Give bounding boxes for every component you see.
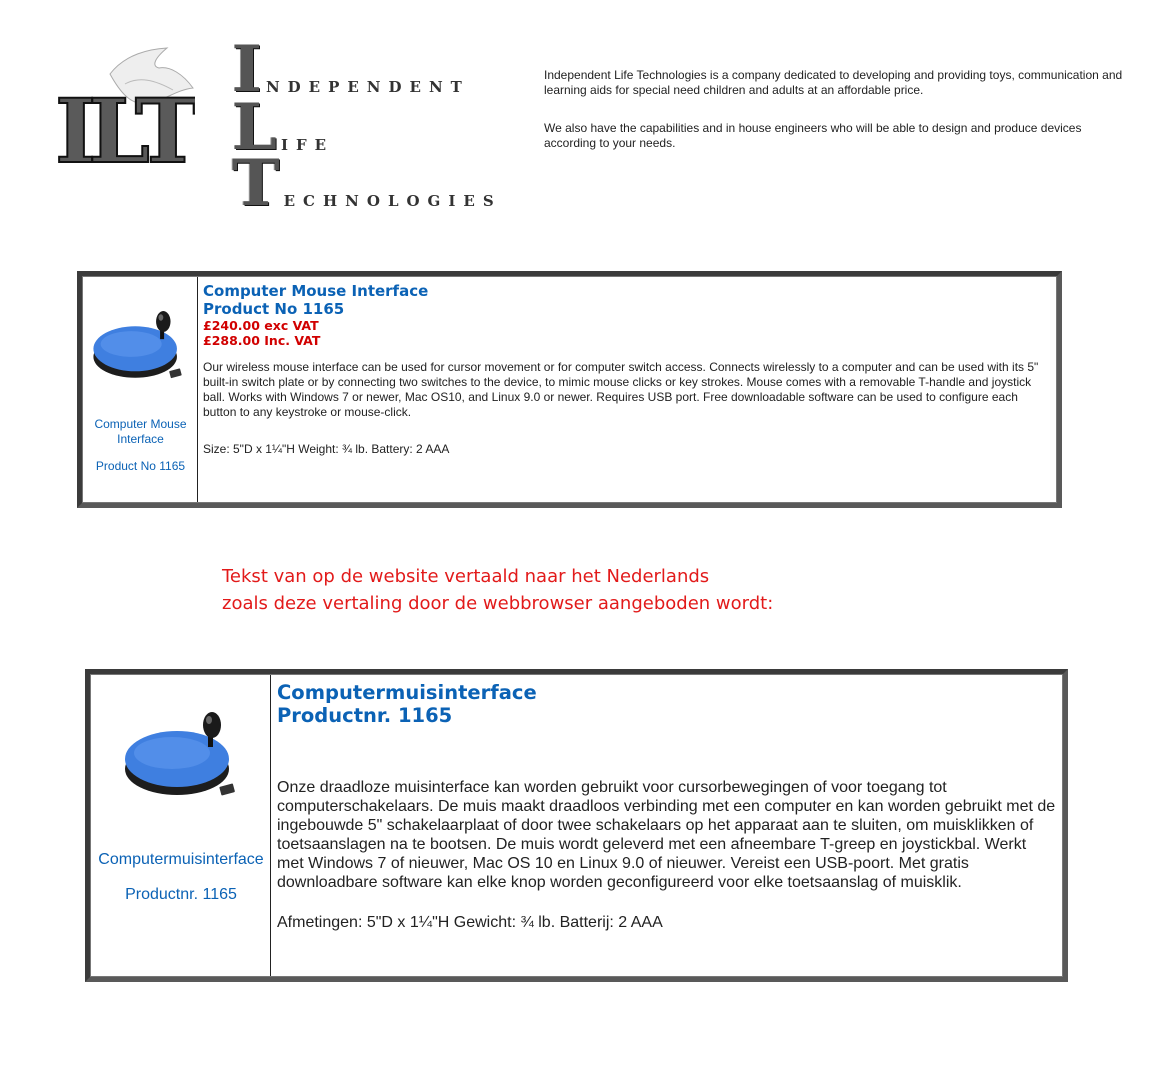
product-title: Computer Mouse Interface <box>203 282 429 300</box>
product-details-cell <box>198 277 1056 502</box>
mouse-interface-image[interactable] <box>122 707 244 809</box>
thumbnail-caption-name[interactable]: Computer Mouse Interface <box>94 417 187 446</box>
translation-note <box>222 563 773 617</box>
ilt-logo-mark <box>55 44 195 169</box>
product-card-english <box>77 271 1062 508</box>
wordmark-initial: L <box>232 90 277 165</box>
product-card-dutch <box>85 669 1068 982</box>
product-description: Our wireless mouse interface can be used for cursor movement or for computer switch access. Connects wirelessly to a computer and can be used with its 5" built-in switch plate or by connecting two switches to the device, to mimic mouse clicks or key strokes. Mouse comes with a removable T-handle and joystick ball. Works with Windows 7 or newer, Mac OS10, and Linux 9.0 or newer. Requires USB port. Free downloadable software can be used to configure each button to any keystroke or mouse-click. <box>203 360 1039 419</box>
intro-paragraph-2: We also have the capabilities and in house engineers who will be able to design and produce devices according to your needs. <box>544 121 1082 150</box>
wordmark-rest: IFE <box>281 136 335 154</box>
logo-letters: ILT <box>55 79 193 169</box>
product-size: Afmetingen: 5"D x 1¼"H Gewicht: ¾ lb. Batterij: 2 AAA <box>277 914 663 931</box>
company-wordmark <box>232 32 502 221</box>
product-thumbnail-cell <box>91 675 271 976</box>
mouse-interface-image[interactable] <box>91 307 189 389</box>
wordmark-rest: NDEPENDENT <box>265 78 470 96</box>
product-number: Product No 1165 <box>203 300 345 318</box>
wordmark-initial: T <box>232 146 280 221</box>
price-inc-vat: £288.00 Inc. VAT <box>203 333 321 348</box>
product-details-cell <box>271 675 1062 976</box>
translation-note-line-2: zoals deze vertaling door de webbrowser aangeboden wordt: <box>222 593 774 614</box>
product-title: Computermuisinterface <box>277 681 537 704</box>
wordmark-rest: ECHNOLOGIES <box>283 192 502 210</box>
thumbnail-caption-number[interactable]: Product No 1165 <box>95 459 186 473</box>
thumbnail-caption-name[interactable]: Computermuisinterface <box>98 851 264 868</box>
product-thumbnail-cell <box>83 277 198 502</box>
price-ex-vat: £240.00 exc VAT <box>203 318 319 333</box>
intro-paragraph-1: Independent Life Technologies is a company dedicated to developing and providing toys, communication and learning aids for special need children and adults at an affordable price. <box>544 68 1123 97</box>
thumbnail-caption-number[interactable]: Productnr. 1165 <box>125 886 237 903</box>
product-description: Onze draadloze muisinterface kan worden gebruikt voor cursorbewegingen of voor toegang tot computerschakelaars. De muis maakt draadloos verbinding met een computer en kan worden gebruikt met de ingebouwde 5" schakelaarplaat of door twee schakelaars op het apparaat aan te sluiten, om muisklikken of toetsaanslagen na te bootsen. De muis wordt geleverd met een afneembare T-greep en joystickbal. Werkt met Windows 7 of nieuwer, Mac OS 10 en Linux 9.0 of nieuwer. Vereist een USB-poort. Met gratis downloadbare software kan elke knop worden geconfigureerd voor elke toetsaanslag of muisklik. <box>277 779 1056 891</box>
product-number: Productnr. 1165 <box>277 704 453 727</box>
wordmark-initial: I <box>232 32 262 107</box>
company-intro <box>544 68 1134 174</box>
product-size: Size: 5"D x 1¼"H Weight: ¾ lb. Battery: 2 AAA <box>203 442 450 456</box>
translation-note-line-1: Tekst van op de website vertaald naar het Nederlands <box>222 566 710 587</box>
